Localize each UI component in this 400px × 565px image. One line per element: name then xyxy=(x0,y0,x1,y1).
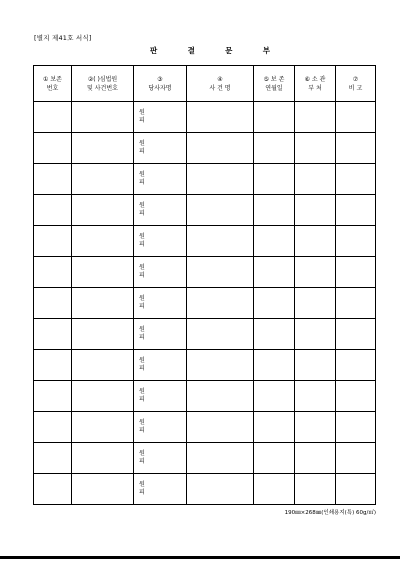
empty-cell[interactable] xyxy=(72,350,134,381)
plaintiff-label: 원 xyxy=(139,357,145,364)
empty-cell[interactable] xyxy=(295,412,336,443)
plaintiff-label: 원 xyxy=(139,326,145,333)
party-cell[interactable] xyxy=(134,474,187,505)
empty-cell[interactable] xyxy=(254,443,295,474)
bottom-rule xyxy=(0,556,400,559)
title-char: 결 xyxy=(187,46,195,55)
empty-cell[interactable] xyxy=(295,288,336,319)
col-header-ministry: ⑥ 소 관 부 처 xyxy=(295,66,336,102)
plaintiff-label: 원 xyxy=(139,202,145,209)
empty-cell[interactable] xyxy=(34,350,72,381)
empty-cell[interactable] xyxy=(187,133,254,164)
col-header-preservation-date: ⑤ 보 존 연월일 xyxy=(254,66,295,102)
title-char: 문 xyxy=(225,46,233,55)
title-char: 판 xyxy=(150,46,158,55)
empty-cell[interactable] xyxy=(295,195,336,226)
table-row xyxy=(34,474,376,505)
party-cell[interactable] xyxy=(134,195,187,226)
empty-cell[interactable] xyxy=(295,164,336,195)
table-row xyxy=(34,164,376,195)
empty-cell[interactable] xyxy=(254,257,295,288)
empty-cell[interactable] xyxy=(254,195,295,226)
defendant-label: 피 xyxy=(139,396,145,403)
defendant-label: 피 xyxy=(139,148,145,155)
empty-cell[interactable] xyxy=(295,350,336,381)
empty-cell[interactable] xyxy=(254,412,295,443)
empty-cell[interactable] xyxy=(72,412,134,443)
table-row xyxy=(34,257,376,288)
empty-cell[interactable] xyxy=(34,474,72,505)
empty-cell[interactable] xyxy=(336,102,376,133)
empty-cell[interactable] xyxy=(295,319,336,350)
empty-cell[interactable] xyxy=(254,226,295,257)
empty-cell[interactable] xyxy=(72,195,134,226)
party-cell[interactable] xyxy=(134,102,187,133)
empty-cell[interactable] xyxy=(336,164,376,195)
defendant-label: 피 xyxy=(139,458,145,465)
col-header-court-case-number: ②( )심법원 및 사건번호 xyxy=(72,66,134,102)
empty-cell[interactable] xyxy=(187,288,254,319)
defendant-label: 피 xyxy=(139,303,145,310)
defendant-label: 피 xyxy=(139,365,145,372)
empty-cell[interactable] xyxy=(336,350,376,381)
party-cell[interactable] xyxy=(134,257,187,288)
empty-cell[interactable] xyxy=(187,319,254,350)
table-row xyxy=(34,195,376,226)
table-row xyxy=(34,102,376,133)
plaintiff-label: 원 xyxy=(139,140,145,147)
table-row xyxy=(34,443,376,474)
empty-cell[interactable] xyxy=(72,102,134,133)
title-char: 부 xyxy=(262,46,270,55)
empty-cell[interactable] xyxy=(187,381,254,412)
col-header-party-names: ③ 당사자명 xyxy=(134,66,187,102)
empty-cell[interactable] xyxy=(34,412,72,443)
empty-cell[interactable] xyxy=(72,319,134,350)
empty-cell[interactable] xyxy=(254,164,295,195)
empty-cell[interactable] xyxy=(254,319,295,350)
empty-cell[interactable] xyxy=(254,474,295,505)
empty-cell[interactable] xyxy=(72,288,134,319)
plaintiff-label: 원 xyxy=(139,295,145,302)
plaintiff-label: 원 xyxy=(139,264,145,271)
empty-cell[interactable] xyxy=(34,257,72,288)
empty-cell[interactable] xyxy=(336,319,376,350)
empty-cell[interactable] xyxy=(254,381,295,412)
empty-cell[interactable] xyxy=(295,381,336,412)
form-label: [별지 제41호 서식] xyxy=(34,34,92,42)
empty-cell[interactable] xyxy=(254,102,295,133)
col-header-remarks: ⑦ 비 고 xyxy=(336,66,376,102)
empty-cell[interactable] xyxy=(336,288,376,319)
empty-cell[interactable] xyxy=(34,319,72,350)
page-title xyxy=(150,45,270,56)
party-cell[interactable] xyxy=(134,319,187,350)
empty-cell[interactable] xyxy=(34,102,72,133)
empty-cell[interactable] xyxy=(72,164,134,195)
empty-cell[interactable] xyxy=(336,474,376,505)
empty-cell[interactable] xyxy=(295,102,336,133)
col-header-case-name: ④ 사 건 명 xyxy=(187,66,254,102)
defendant-label: 피 xyxy=(139,272,145,279)
empty-cell[interactable] xyxy=(187,102,254,133)
judgment-register-table xyxy=(33,65,376,505)
header-row xyxy=(34,66,376,102)
empty-cell[interactable] xyxy=(254,133,295,164)
empty-cell[interactable] xyxy=(72,381,134,412)
empty-cell[interactable] xyxy=(187,443,254,474)
empty-cell[interactable] xyxy=(72,257,134,288)
empty-cell[interactable] xyxy=(336,443,376,474)
empty-cell[interactable] xyxy=(336,226,376,257)
empty-cell[interactable] xyxy=(34,195,72,226)
empty-cell[interactable] xyxy=(295,226,336,257)
empty-cell[interactable] xyxy=(187,474,254,505)
plaintiff-label: 원 xyxy=(139,233,145,240)
table-row xyxy=(34,226,376,257)
defendant-label: 피 xyxy=(139,334,145,341)
table-body xyxy=(34,102,376,505)
plaintiff-label: 원 xyxy=(139,450,145,457)
plaintiff-label: 원 xyxy=(139,109,145,116)
party-cell[interactable] xyxy=(134,443,187,474)
empty-cell[interactable] xyxy=(336,381,376,412)
defendant-label: 피 xyxy=(139,179,145,186)
table-row xyxy=(34,412,376,443)
party-cell[interactable] xyxy=(134,412,187,443)
col-header-preservation-number: ① 보존 번호 xyxy=(34,66,72,102)
empty-cell[interactable] xyxy=(187,164,254,195)
plaintiff-label: 원 xyxy=(139,419,145,426)
empty-cell[interactable] xyxy=(187,412,254,443)
table-row xyxy=(34,288,376,319)
party-cell[interactable] xyxy=(134,381,187,412)
paper-spec-footnote: 190㎜×268㎜(인쇄용지(특) 60g/㎡) xyxy=(284,510,376,516)
empty-cell[interactable] xyxy=(72,133,134,164)
empty-cell[interactable] xyxy=(34,288,72,319)
empty-cell[interactable] xyxy=(254,288,295,319)
empty-cell[interactable] xyxy=(34,133,72,164)
defendant-label: 피 xyxy=(139,489,145,496)
party-cell[interactable] xyxy=(134,226,187,257)
plaintiff-label: 원 xyxy=(139,388,145,395)
empty-cell[interactable] xyxy=(34,443,72,474)
empty-cell[interactable] xyxy=(187,350,254,381)
defendant-label: 피 xyxy=(139,117,145,124)
empty-cell[interactable] xyxy=(295,474,336,505)
party-cell[interactable] xyxy=(134,288,187,319)
empty-cell[interactable] xyxy=(295,443,336,474)
empty-cell[interactable] xyxy=(34,164,72,195)
table-row xyxy=(34,350,376,381)
empty-cell[interactable] xyxy=(187,257,254,288)
empty-cell[interactable] xyxy=(254,350,295,381)
empty-cell[interactable] xyxy=(336,195,376,226)
empty-cell[interactable] xyxy=(34,381,72,412)
empty-cell[interactable] xyxy=(295,257,336,288)
party-cell[interactable] xyxy=(134,164,187,195)
party-cell[interactable] xyxy=(134,350,187,381)
empty-cell[interactable] xyxy=(336,412,376,443)
empty-cell[interactable] xyxy=(187,226,254,257)
empty-cell[interactable] xyxy=(187,195,254,226)
defendant-label: 피 xyxy=(139,210,145,217)
defendant-label: 피 xyxy=(139,241,145,248)
table-row xyxy=(34,381,376,412)
plaintiff-label: 원 xyxy=(139,481,145,488)
empty-cell[interactable] xyxy=(336,257,376,288)
empty-cell[interactable] xyxy=(72,474,134,505)
table-row xyxy=(34,319,376,350)
empty-cell[interactable] xyxy=(34,226,72,257)
defendant-label: 피 xyxy=(139,427,145,434)
empty-cell[interactable] xyxy=(336,133,376,164)
empty-cell[interactable] xyxy=(72,443,134,474)
empty-cell[interactable] xyxy=(72,226,134,257)
table-row xyxy=(34,133,376,164)
empty-cell[interactable] xyxy=(295,133,336,164)
plaintiff-label: 원 xyxy=(139,171,145,178)
party-cell[interactable] xyxy=(134,133,187,164)
